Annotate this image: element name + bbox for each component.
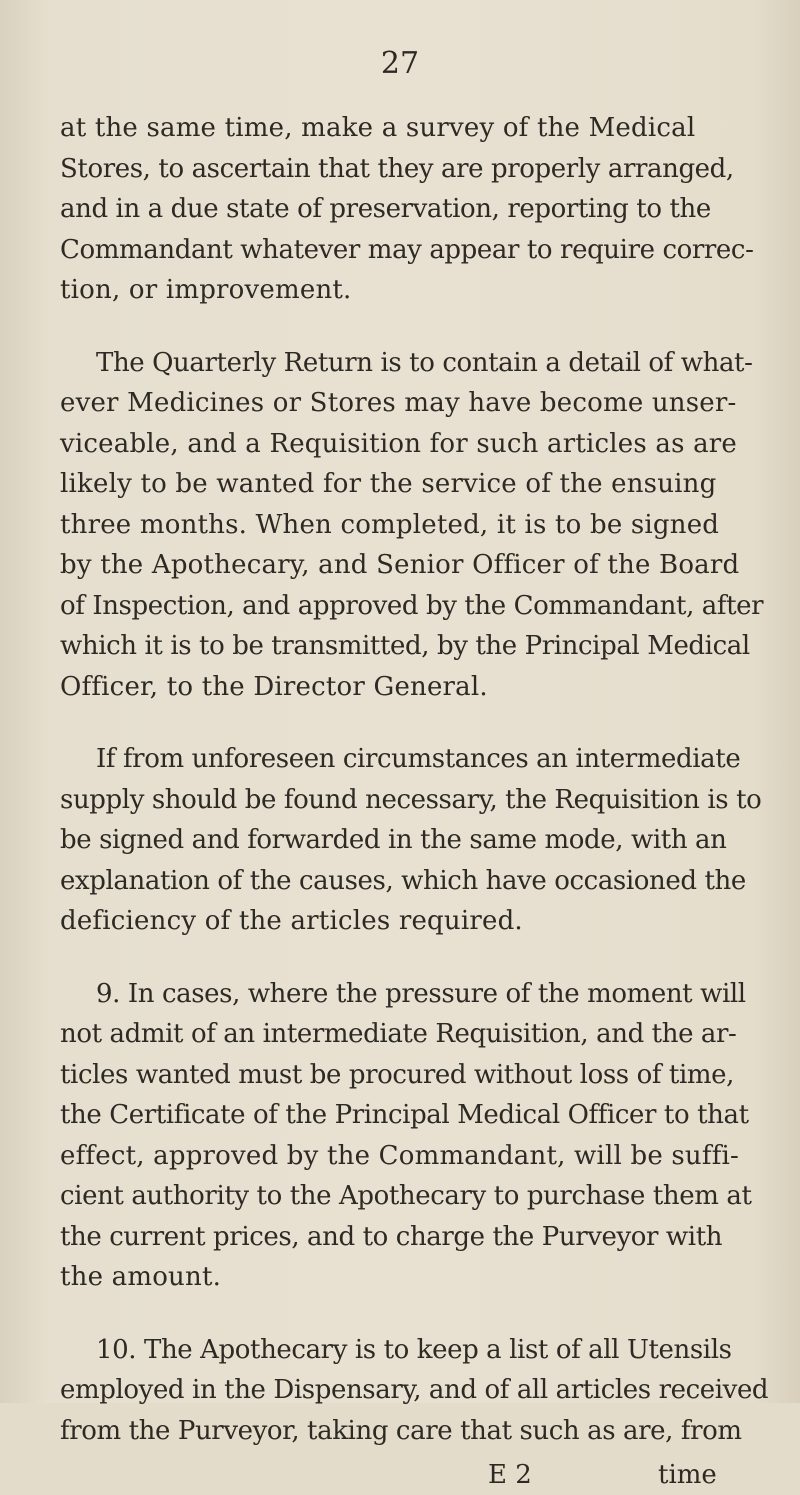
text-line: by the Apothecary, and Senior Officer of the Board: [60, 550, 740, 580]
text-line: 9. In cases, where the pressure of the moment will: [96, 978, 746, 1009]
text-line: ever Medicines or Stores may have become unser-: [60, 388, 737, 418]
text-line: from the Purveyor, taking care that such as are, from: [60, 1415, 742, 1446]
page-number: 27: [380, 46, 420, 81]
text-line: ticles wanted must be procured without loss of time,: [60, 1059, 734, 1090]
text-line: likely to be wanted for the service of the ensuing: [60, 469, 717, 499]
text-line: tion, or improvement.: [60, 275, 352, 305]
text-line: which it is to be transmitted, by the Principal Medical: [60, 631, 750, 661]
text-line: and in a due state of preservation, reporting to the: [60, 194, 711, 224]
text-line: supply should be found necessary, the Requisition is to: [60, 784, 762, 815]
text-line: Stores, to ascertain that they are properly arranged,: [60, 153, 734, 184]
catchword: time: [658, 1460, 717, 1490]
signature-mark: E 2: [488, 1460, 532, 1490]
text-line: 10. The Apothecary is to keep a list of all Utensils: [96, 1334, 732, 1365]
text-line: explanation of the causes, which have occasioned the: [60, 865, 746, 896]
text-line: effect, approved by the Commandant, will be suffi-: [60, 1140, 740, 1171]
text-line: employed in the Dispensary, and of all articles received: [60, 1375, 769, 1405]
text-line: of Inspection, and approved by the Commandant, after: [60, 590, 764, 621]
text-line: Commandant whatever may appear to require correc-: [60, 234, 754, 265]
text-line: The Quarterly Return is to contain a detail of what-: [96, 347, 753, 378]
text-line: Officer, to the Director General.: [60, 671, 488, 702]
text-line: the Certificate of the Principal Medical Officer to that: [60, 1100, 749, 1130]
text-line: cient authority to the Apothecary to purchase them at: [60, 1181, 752, 1211]
text-line: viceable, and a Requisition for such articles as are: [60, 428, 738, 459]
text-line: the amount.: [60, 1262, 222, 1292]
text-line: be signed and forwarded in the same mode, with an: [60, 825, 727, 855]
text-line: the current prices, and to charge the Purveyor with: [60, 1221, 723, 1252]
text-line: three months. When completed, it is to be signed: [60, 509, 720, 540]
text-line: If from unforeseen circumstances an intermediate: [96, 744, 741, 774]
text-line: deficiency of the articles required.: [60, 906, 523, 936]
text-line: not admit of an intermediate Requisition, and the ar-: [60, 1019, 737, 1049]
text-line: at the same time, make a survey of the Medical: [60, 113, 696, 143]
